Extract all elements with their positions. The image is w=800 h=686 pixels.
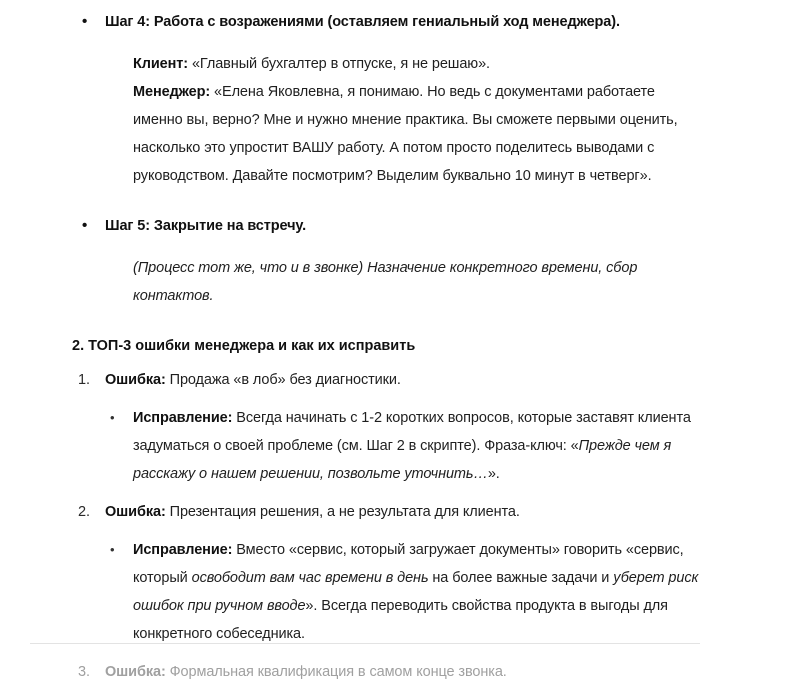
dialogue-text-manager: «Елена Яковлевна, я понимаю. Но ведь с документами работаете именно вы, верно? Мне и нужно мнение практика. Вы сможете первыми оценить, насколько это упростит ВАШУ работу. А потом просто поделитесь выводами с руководством. Давайте посмотрим? Выделим буквально 10 минут в четверг». (133, 84, 678, 184)
step-5-label: Шаг 5: (105, 218, 150, 234)
step-5-note: (Процесс тот же, что и в звонке) Назначение конкретного времени, сбор контактов. (133, 260, 638, 304)
dialogue-line-client (0, 50, 800, 78)
mistake-label: Ошибка: (105, 504, 166, 520)
dialogue-speaker-client: Клиент: (133, 56, 189, 72)
step-4-label: Шаг 4: (105, 14, 150, 30)
fix-text-part-2: на более важные задачи и (428, 570, 614, 586)
fix-text-italic-2: уберет риск ошибок при ручном вводе (133, 570, 699, 614)
fix-text-italic-1: Прежде чем я расскажу о нашем решении, позвольте уточнить… (133, 438, 672, 482)
fix-label: Исправление: (133, 542, 233, 558)
fix-text-part-3: ». Всегда переводить свойства продукта в выгоды для конкретного собеседника. (133, 598, 668, 642)
bullet-marker-icon: • (82, 13, 88, 30)
mistake-label: Ошибка: (105, 664, 166, 680)
list-number: 2. (78, 504, 90, 520)
bullet-marker-icon: • (82, 217, 88, 234)
list-item-mistake-2 (0, 498, 800, 526)
fix-text-italic-1: освободит вам час времени в день (191, 570, 429, 586)
dialogue-speaker-manager: Менеджер: (133, 84, 211, 100)
list-number: 1. (78, 372, 90, 388)
dialogue-text-client: «Главный бухгалтер в отпуске, я не решаю». (188, 56, 490, 72)
mistake-text: Презентация решения, а не результата для клиента. (165, 504, 520, 520)
fix-label: Исправление: (133, 410, 233, 426)
section-heading: 2. ТОП-3 ошибки менеджера и как их исправить (72, 338, 416, 354)
list-number: 3. (78, 664, 90, 680)
list-item-mistake-1 (0, 366, 800, 394)
list-item-step-5 (0, 212, 800, 240)
list-item-step-4 (0, 8, 800, 36)
fix-text-part-1: Вместо «сервис, который загружает документы» говорить «сервис, который (133, 542, 684, 586)
bullet-marker-icon: • (110, 542, 115, 557)
list-item-mistake-3 (0, 658, 800, 686)
mistake-text: Формальная квалификация в самом конце звонка. (165, 664, 507, 680)
page-divider (30, 643, 700, 644)
mistake-label: Ошибка: (105, 372, 166, 388)
bullet-marker-icon: • (110, 410, 115, 425)
step-4-text: Работа с возражениями (оставляем гениальный ход менеджера). (150, 14, 620, 30)
fix-text-part-1: Всегда начинать с 1-2 коротких вопросов, которые заставят клиента задуматься о своей проблеме (см. Шаг 2 в скрипте). Фраза-ключ: « (133, 410, 691, 454)
list-item-fix-1 (0, 404, 800, 488)
list-item-fix-2 (0, 536, 800, 648)
dialogue-line-manager (0, 78, 800, 190)
fix-text-part-2: ». (487, 466, 500, 482)
step-5-text: Закрытие на встречу. (150, 218, 307, 234)
mistake-text: Продажа «в лоб» без диагностики. (165, 372, 401, 388)
